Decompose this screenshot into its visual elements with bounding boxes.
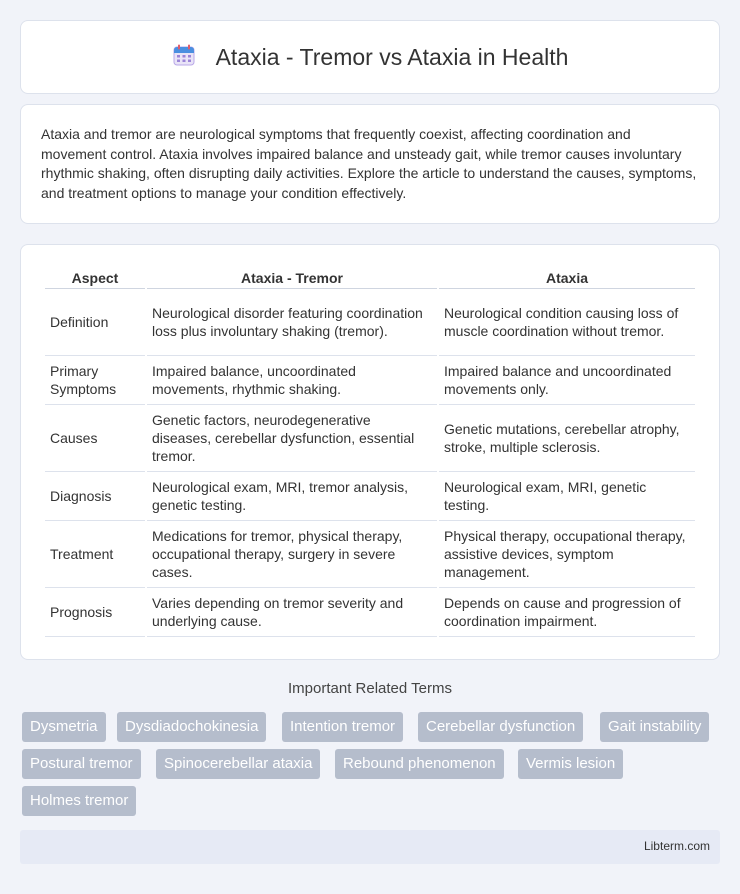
header-card — [20, 20, 720, 94]
table-row — [45, 521, 695, 588]
row-ataxia-tremor: Genetic factors, neurodegenerative diseases, cerebellar dysfunction, essential tremor. — [147, 405, 437, 472]
table-row — [45, 472, 695, 521]
header-ataxia-tremor: Ataxia - Tremor — [147, 265, 437, 289]
row-aspect: Prognosis — [45, 588, 145, 637]
row-ataxia-tremor: Neurological disorder featuring coordination loss plus involuntary shaking (tremor). — [147, 289, 437, 356]
term-tag[interactable]: Rebound phenomenon — [335, 749, 504, 779]
row-ataxia: Genetic mutations, cerebellar atrophy, stroke, multiple sclerosis. — [439, 405, 695, 472]
term-tag[interactable]: Dysdiadochokinesia — [117, 712, 266, 742]
row-ataxia-tremor: Medications for tremor, physical therapy, occupational therapy, surgery in severe cases. — [147, 521, 437, 588]
table-row — [45, 588, 695, 637]
footer — [20, 830, 720, 864]
term-tag[interactable]: Holmes tremor — [22, 786, 136, 816]
page-title: Ataxia - Tremor vs Ataxia in Health — [215, 43, 569, 70]
comparison-card — [20, 244, 720, 660]
term-tag[interactable]: Dysmetria — [22, 712, 106, 742]
row-aspect: Treatment — [45, 521, 145, 588]
table-row — [45, 405, 695, 472]
term-tag[interactable]: Vermis lesion — [518, 749, 623, 779]
comparison-table — [43, 265, 697, 637]
row-ataxia: Physical therapy, occupational therapy, assistive devices, symptom management. — [439, 521, 695, 588]
row-aspect: Diagnosis — [45, 472, 145, 521]
row-ataxia: Depends on cause and progression of coordination impairment. — [439, 588, 695, 637]
row-ataxia: Impaired balance and uncoordinated movements only. — [439, 356, 695, 405]
related-terms-title: Important Related Terms — [288, 680, 452, 697]
header-ataxia: Ataxia — [439, 265, 695, 289]
header-aspect: Aspect — [45, 265, 145, 289]
row-aspect: Causes — [45, 405, 145, 472]
term-tag[interactable]: Gait instability — [600, 712, 709, 742]
term-tag[interactable]: Postural tremor — [22, 749, 141, 779]
footer-site-link[interactable]: Libterm.com — [643, 839, 710, 853]
row-ataxia-tremor: Neurological exam, MRI, tremor analysis, genetic testing. — [147, 472, 437, 521]
term-tag[interactable]: Spinocerebellar ataxia — [156, 749, 320, 779]
row-aspect: Definition — [45, 289, 145, 356]
intro-paragraph: Ataxia and tremor are neurological symptoms that frequently coexist, affecting coordination and movement control. Ataxia involves impaired balance and unsteady gait, while tremor causes involuntary rhythmic shaking, often disrupting daily activities. Explore the article to understand the causes, symptoms, and treatment options to manage your condition effectively. — [41, 126, 697, 201]
table-row — [45, 289, 695, 356]
row-ataxia-tremor: Varies depending on tremor severity and underlying cause. — [147, 588, 437, 637]
row-aspect: Primary Symptoms — [45, 356, 145, 405]
table-row — [45, 356, 695, 405]
row-ataxia-tremor: Impaired balance, uncoordinated movements, rhythmic shaking. — [147, 356, 437, 405]
intro-card — [20, 104, 720, 224]
term-tag[interactable]: Cerebellar dysfunction — [418, 712, 583, 742]
row-ataxia: Neurological condition causing loss of muscle coordination without tremor. — [439, 289, 695, 356]
calendar-icon — [172, 43, 196, 72]
table-header-row — [45, 265, 695, 289]
term-tag[interactable]: Intention tremor — [282, 712, 403, 742]
row-ataxia: Neurological exam, MRI, genetic testing. — [439, 472, 695, 521]
